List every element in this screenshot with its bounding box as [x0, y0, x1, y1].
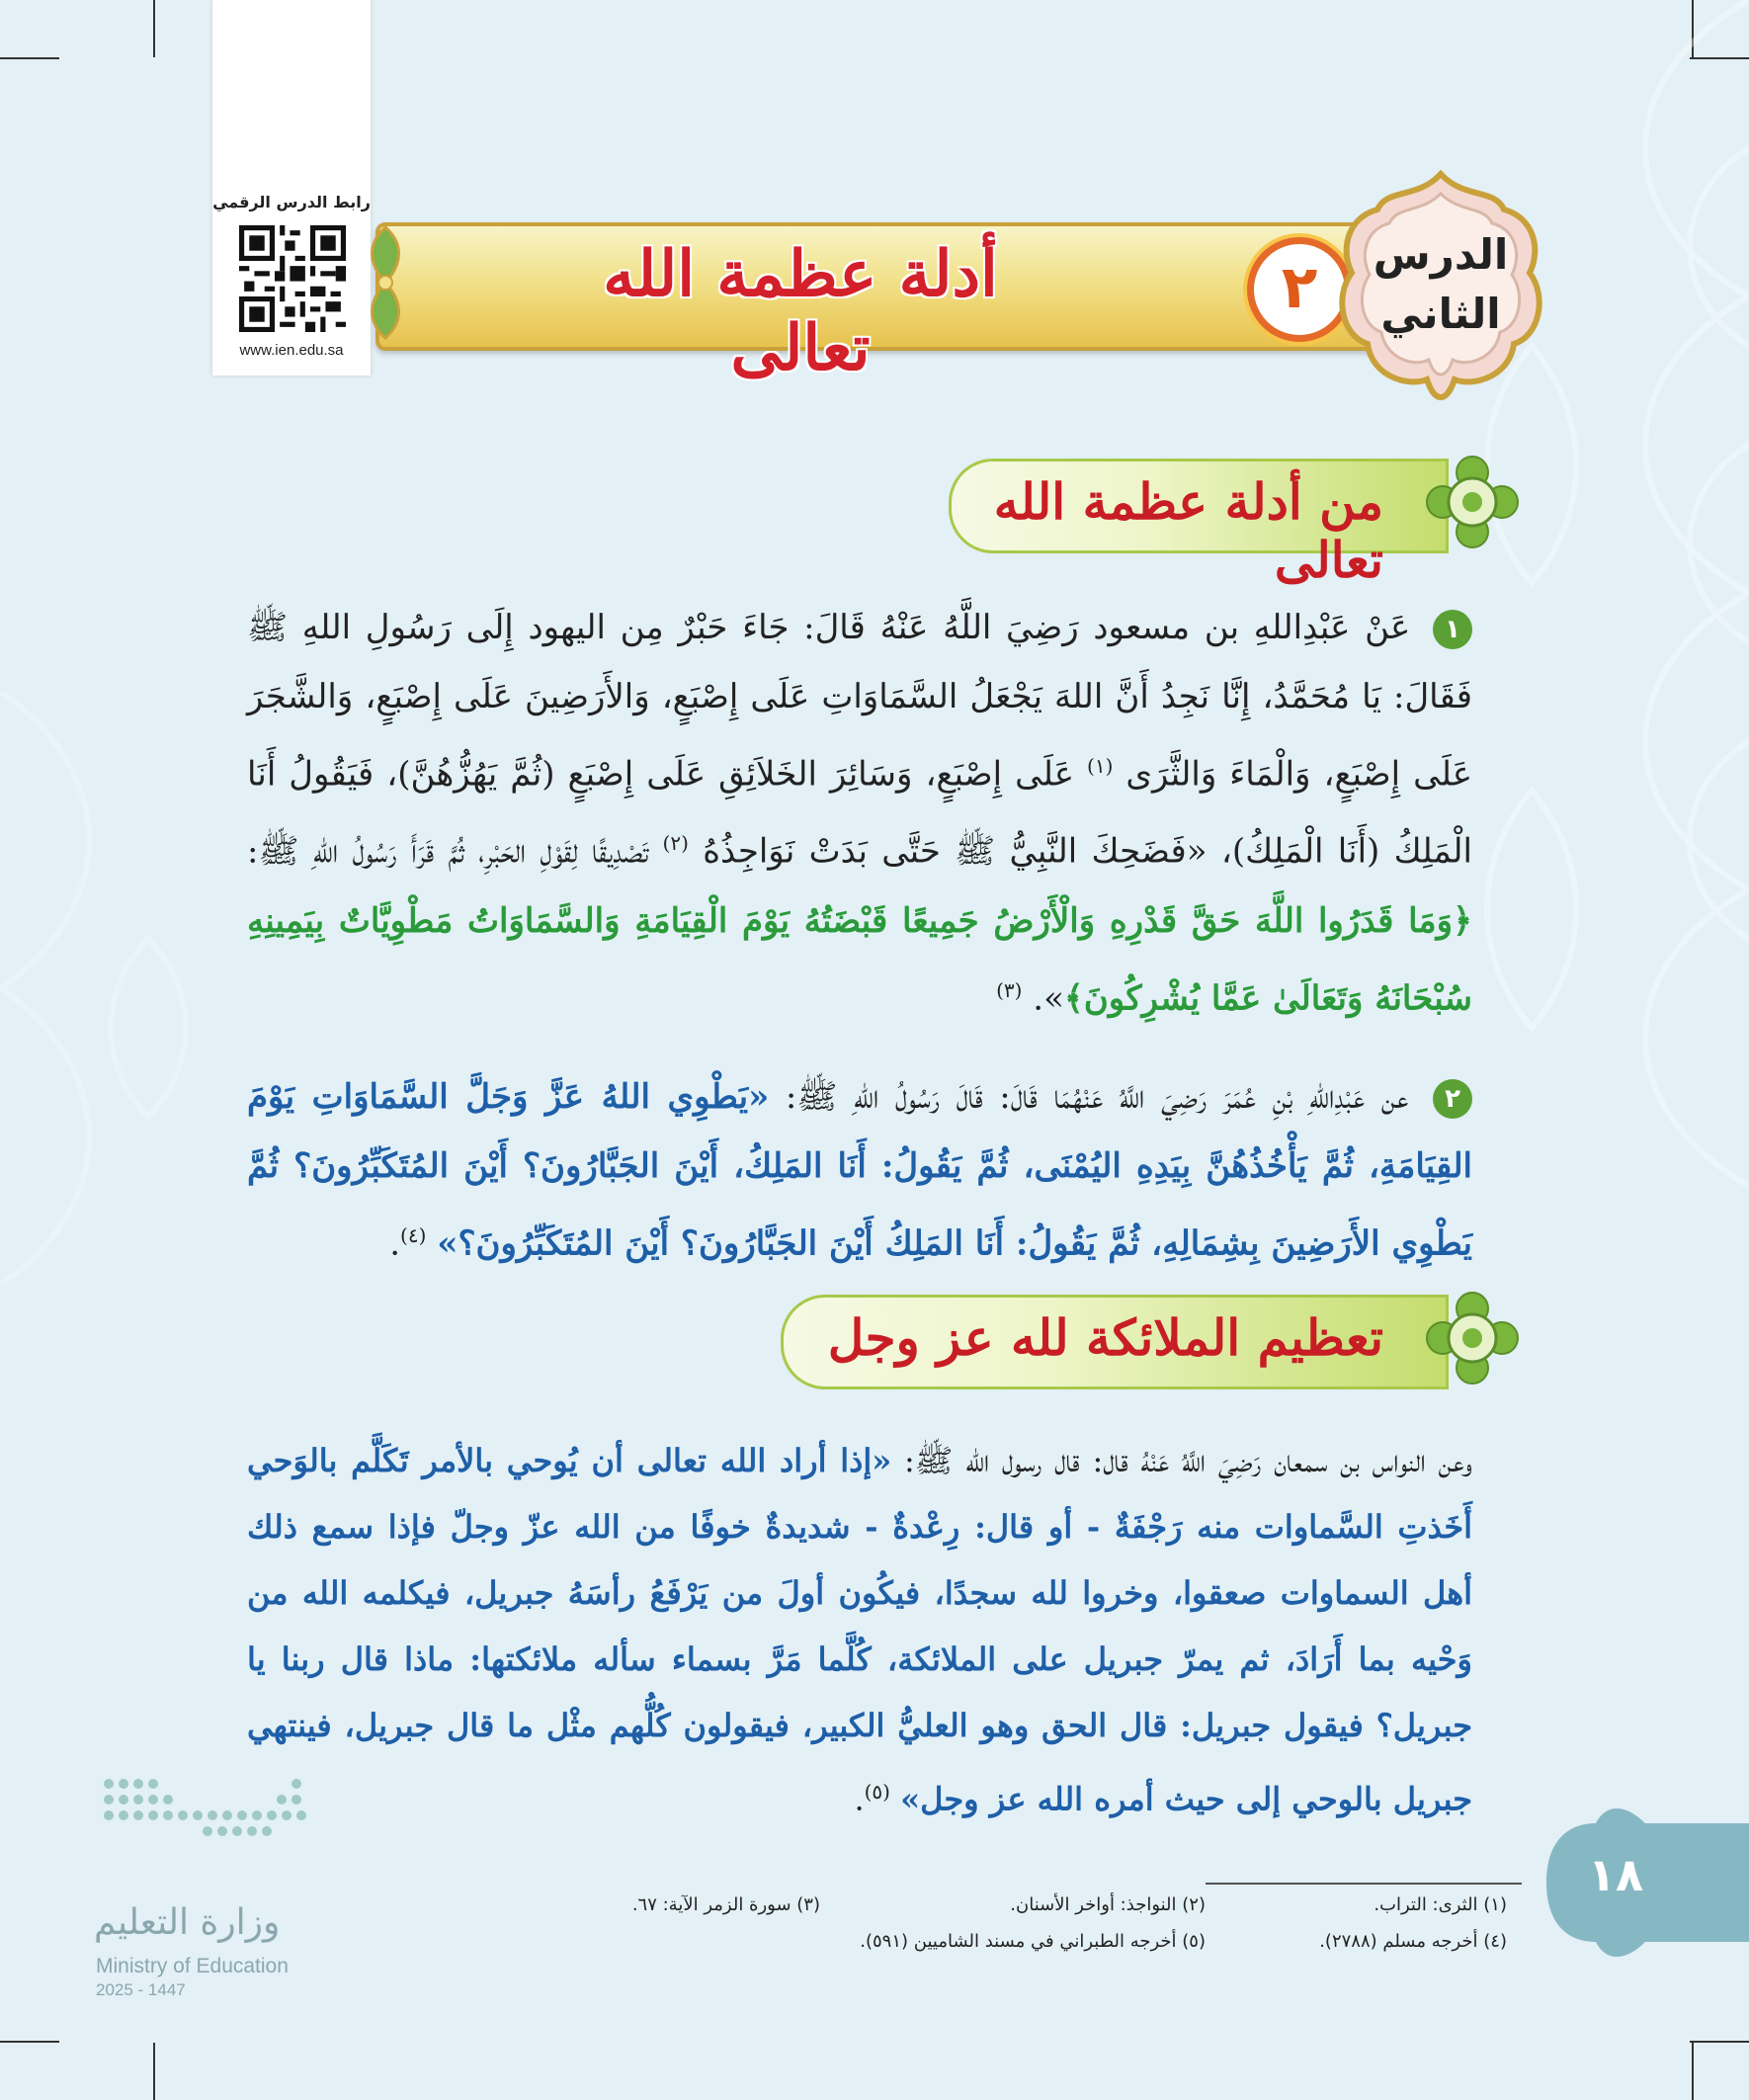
hadith-paragraph-3 [247, 1428, 1472, 1833]
section-ornament-icon [1423, 1289, 1522, 1387]
crop-mark [0, 57, 59, 59]
hadith3-text: «إذا أراد الله تعالى أن يُوحي بالأمر تَكَلَّم بالوَحي أَخَذتِ السَّماوات منه رَجْفَةٌ - أو قال: رِعْدةٌ - شديدةٌ خوفًا من الله عزّ وجلّ فإذا سمع ذلك أهل السماوات صعقوا، وخروا لله سجدًا، فيكُون أولَ من يَرْفَعُ رأسَهُ جبريل، فيكلمه الله من وَحْيه بما أَرَادَ، ثم يمرّ جبريل على الملائكة، كُلَّما مَرَّ بسماء سأله ملائكتها: ماذا قال ربنا يا جبريل؟ فيقول جبريل: قال الحق وهو العليُّ الكبير، فيقولون كُلُّهم مثْل ما قال جبريل، فينتهي جبريل بالوحي إلى حيث أمره الله عز وجل» [247, 1442, 1472, 1818]
ministry-name-en: Ministry of Education [96, 1955, 289, 1977]
hadith3-end: . [854, 1780, 865, 1818]
section1-title: من أدلة عظمة الله تعالى [993, 472, 1383, 589]
ministry-year: 2025 - 1447 [96, 1980, 186, 1999]
footnote-3: (٣) سورة الزمر الآية: ٦٧. [631, 1894, 820, 1915]
ministry-logo-icon [99, 1774, 311, 1843]
crop-mark [1692, 2043, 1694, 2100]
footnote-ref-5[interactable]: (٥) [864, 1780, 890, 1804]
hadith1-text-a: عَنْ عَبْدِاللهِ بن مسعود رَضِيَ اللَّهُ عَنْهُ قَالَ: جَاءَ حَبْرٌ مِن اليهود إِلَى رَسُولِ اللهِ ﷺ فَقَالَ: يَا مُحَمَّدُ، إِنَّا نَجِدُ أَنَّ اللهَ يَجْعَلُ السَّمَاوَاتِ عَلَى إِصْبَعٍ، وَالأَرَضِينَ عَلَى إِصْبَعٍ، وَالشَّجَرَ عَلَى إِصْبَعٍ، وَالْمَاءَ وَالثَّرَى [247, 608, 1473, 795]
footnote-ref-2[interactable]: (٢) [662, 831, 689, 856]
footnote-ref-3[interactable]: (٣) [996, 977, 1023, 1002]
crop-mark [1690, 2041, 1749, 2043]
qr-code-icon[interactable] [239, 225, 346, 332]
quran-verse: ﴿وَمَا قَدَرُوا اللَّهَ حَقَّ قَدْرِهِ وَالْأَرْضُ جَمِيعًا قَبْضَتُهُ يَوْمَ الْقِيَامَةِ وَالسَّمَاوَاتُ مَطْوِيَّاتٌ بِيَمِينِهِ سُبْحَانَهُ وَتَعَالَىٰ عَمَّا يُشْرِكُونَ﴾ [247, 900, 1472, 1018]
footnote-ref-1[interactable]: (١) [1087, 754, 1114, 778]
lesson-number-badge: ٢ [1247, 237, 1352, 342]
footnote-ref-4[interactable]: (٤) [400, 1223, 427, 1247]
crop-mark [153, 2043, 155, 2100]
qr-url[interactable]: www.ien.edu.sa [239, 342, 344, 359]
ornament-knot-icon [364, 223, 407, 342]
hadith2-text: «يَطْوِي اللهُ عَزَّ وَجَلَّ السَّمَاوَاتِ يَوْمَ القِيَامَةِ، ثُمَّ يَأْخُذُهُنَّ بِيَدِهِ اليُمْنَى، ثُمَّ يَقُولُ: أَنَا المَلِكُ، أَيْنَ الجَبَّارُونَ؟ أَيْنَ المُتَكَبِّرُونَ؟ ثُمَّ يَطْوِي الأَرَضِينَ بِشِمَالِهِ، ثُمَّ يَقُولُ: أَنَا المَلِكُ أَيْنَ الجَبَّارُونَ؟ أَيْنَ المُتَكَبِّرُونَ؟» [247, 1077, 1472, 1264]
lesson-title: أدلة عظمة الله تعالى [603, 237, 998, 385]
footnote-divider [1206, 1883, 1522, 1885]
section-ornament-icon [1423, 453, 1522, 551]
crop-mark [153, 0, 155, 57]
crop-mark [0, 2041, 59, 2043]
hadith2-intro: عن عَبْدِاللهِ بْنِ عُمَرَ رَضِيَ اللَّهُ عَنْهُمَا قَالَ: قَالَ رَسُولُ اللهِ ﷺ: [785, 1077, 1409, 1117]
hadith-paragraph-2 [247, 1062, 1472, 1278]
footnote-4: (٤) أخرجه مسلم (٢٧٨٨). [1319, 1931, 1507, 1952]
hadith1-text-b: عَلَى إِصْبَعٍ، وَسَائِرَ الخَلاَئِقِ عَلَى إِصْبَعٍ (ثُمَّ يَهُزُّهُنَّ)، فَيَقُولُ أَنَا الْمَلِكُ (أَنَا الْمَلِكُ)، «فَضَحِكَ النَّبِيُّ ﷺ حَتَّى بَدَتْ نَوَاجِذُهُ [247, 754, 1472, 872]
footnote-2: (٢) النواجذ: أواخر الأسنان. [1010, 1894, 1206, 1915]
hadith1-text-c: تَصْدِيقًا لِقَوْلِ الحَبْرِ، ثُمَّ قَرَأَ رَسُولُ اللهِ ﷺ: [247, 831, 649, 872]
lesson-label [1354, 225, 1528, 344]
lesson-label-line2: الثاني [1380, 290, 1501, 338]
hadith-paragraph-1 [247, 593, 1472, 1033]
hadith2-end: . [389, 1223, 401, 1264]
qr-label: رابط الدرس الرقمي [212, 193, 371, 211]
item-bullet-2: ٢ [1433, 1079, 1472, 1119]
footnote-1: (١) الثرى: التراب. [1374, 1894, 1507, 1915]
item-bullet-1: ١ [1433, 610, 1472, 649]
footnote-5: (٥) أخرجه الطبراني في مسند الشاميين (٥٩١). [860, 1931, 1206, 1952]
hadith3-intro: وعن النواس بن سمعان رَضِيَ اللَّهُ عَنْهُ قال: قال رسول الله ﷺ: [904, 1442, 1473, 1479]
lesson-label-line1: الدرس [1373, 230, 1509, 279]
hadith1-quote-close: ». [1033, 977, 1064, 1018]
section2-title: تعظيم الملائكة لله عز وجل [827, 1308, 1383, 1367]
ministry-name-ar: وزارة التعليم [94, 1902, 281, 1943]
page-number: ١٨ [1587, 1848, 1644, 1901]
